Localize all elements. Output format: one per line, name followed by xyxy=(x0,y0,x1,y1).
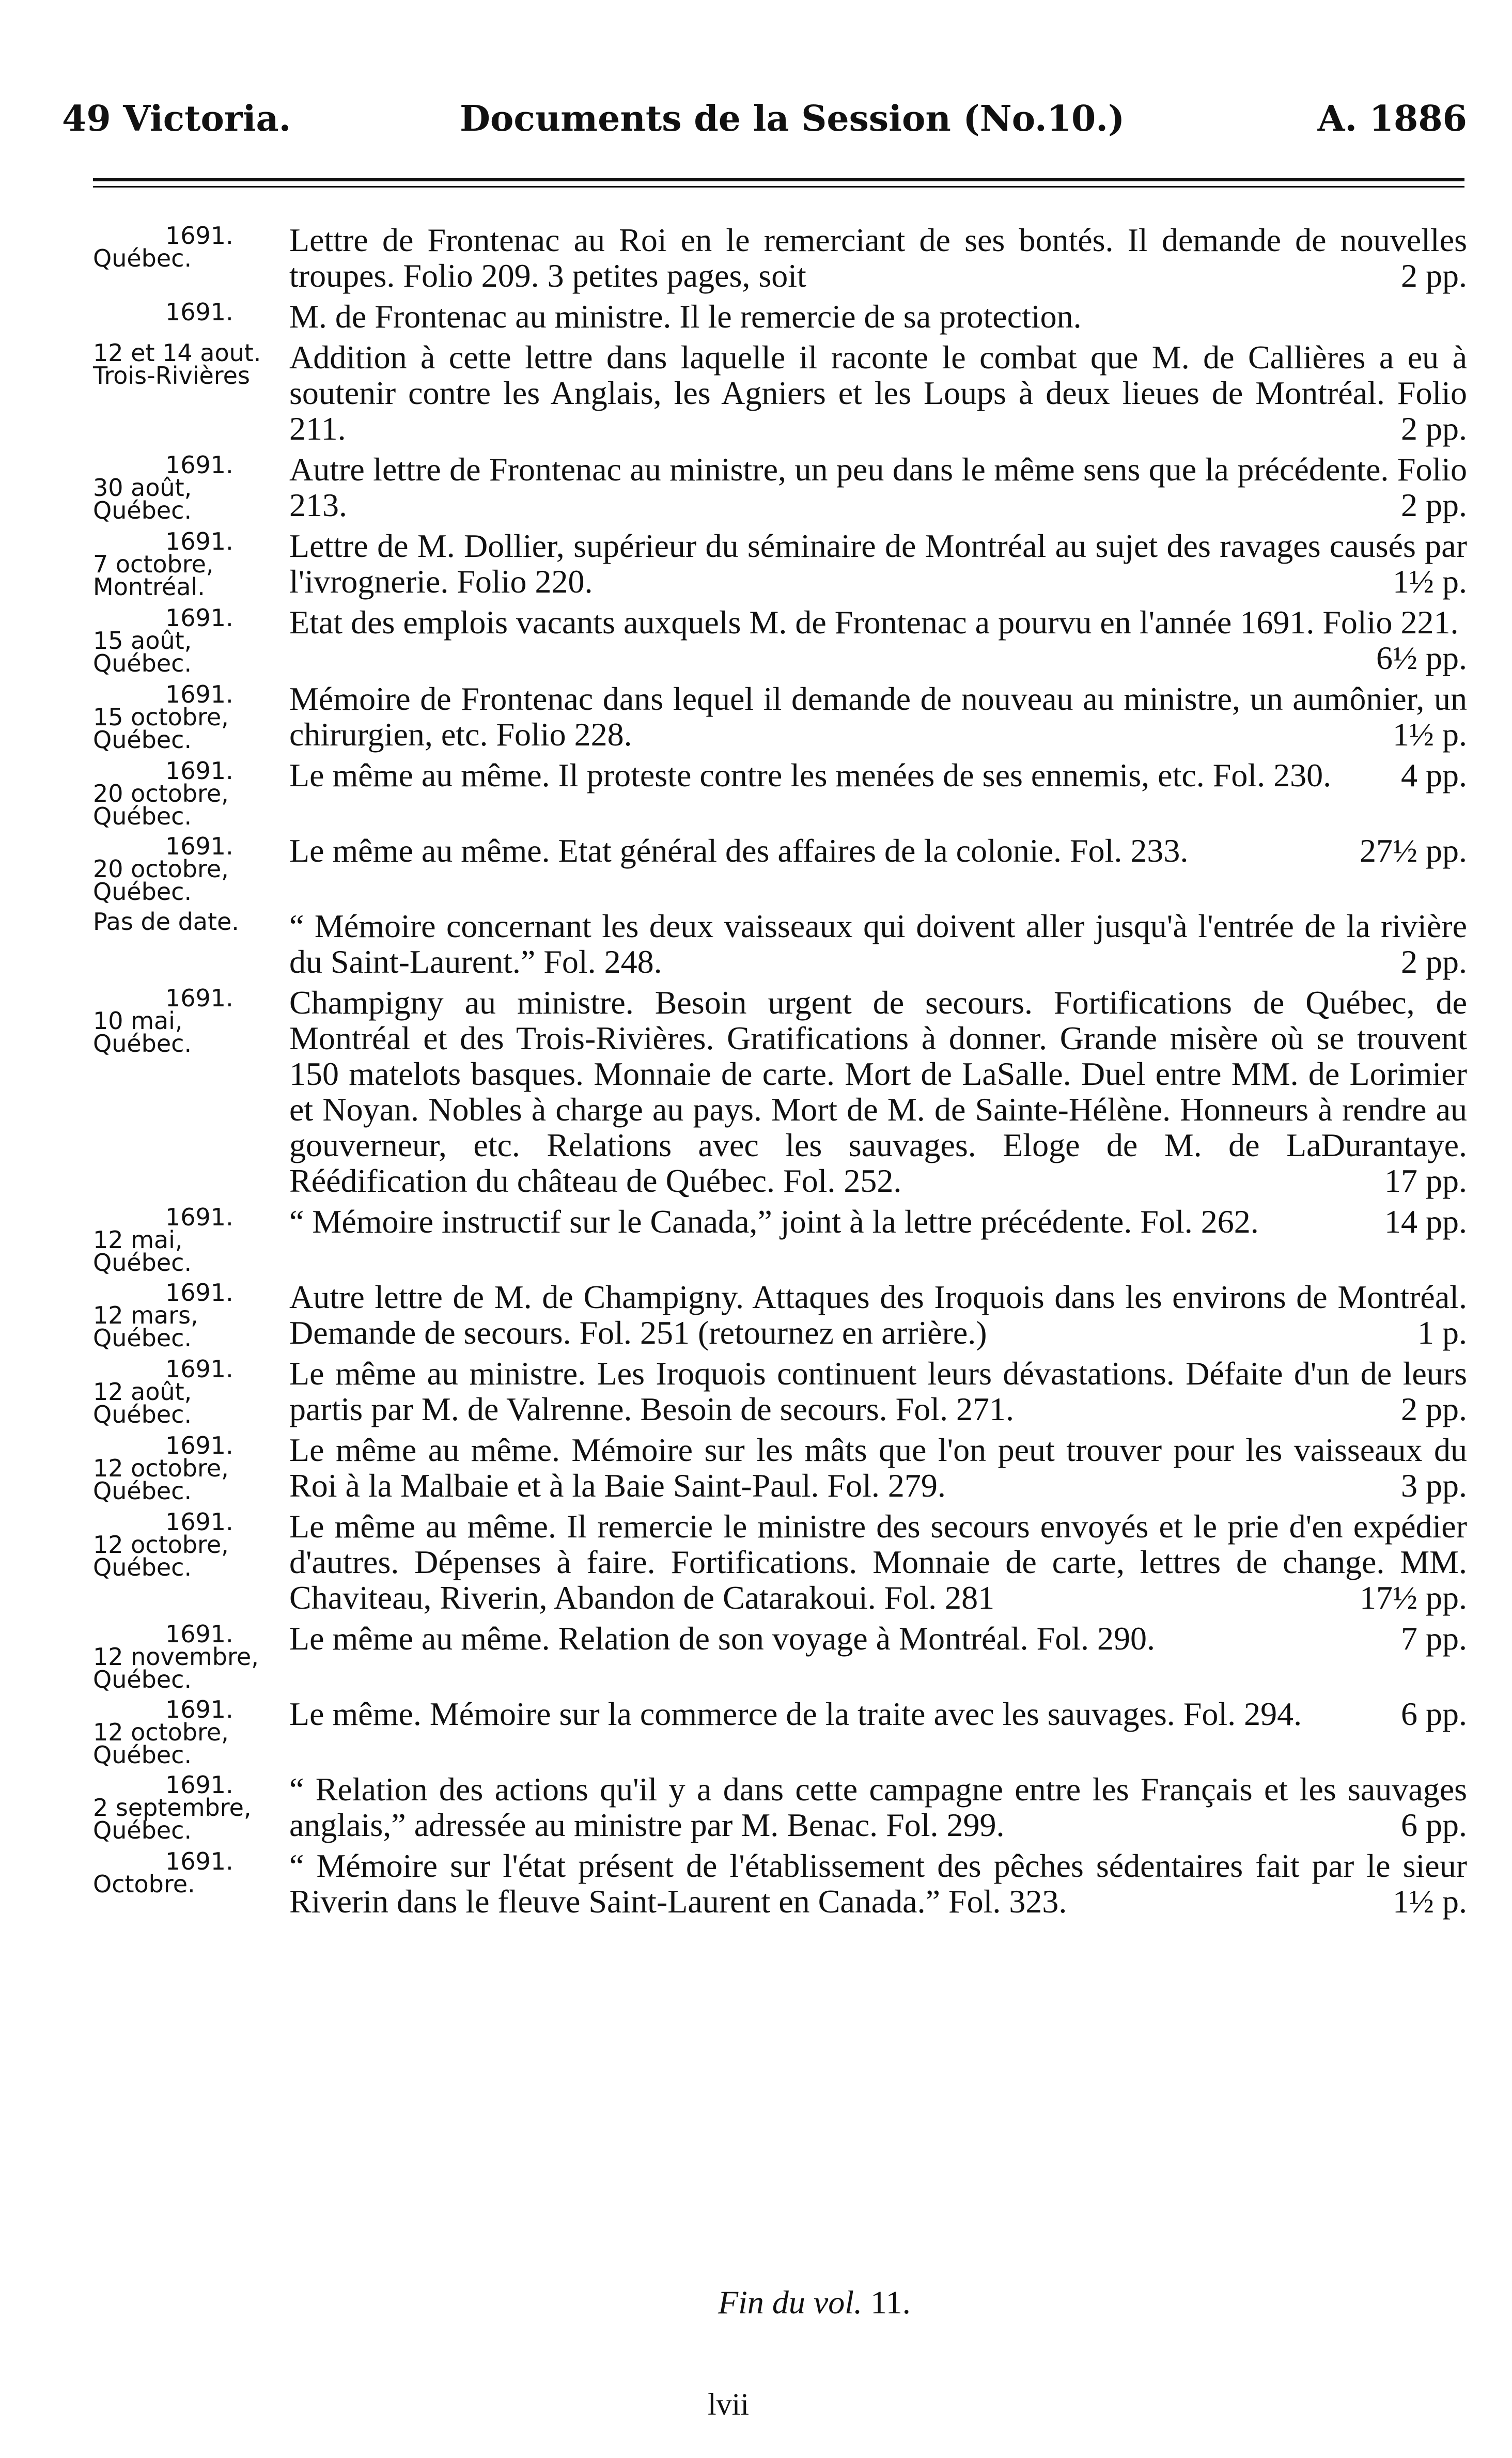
entry-date-line: 1691. xyxy=(165,298,233,326)
entry-date-line: 12 octobre, xyxy=(93,1454,229,1482)
entry-text xyxy=(289,908,1467,979)
header-left: 49 Victoria. xyxy=(62,98,291,139)
entry-description: Etat des emplois vacants auxquels M. de Frontenac a pourvu en l'année 1691. Folio 221. xyxy=(289,604,1459,641)
entry-pages: 2 pp. xyxy=(1401,410,1467,447)
entry-date-line: 1691. xyxy=(165,1355,233,1383)
entry-date-line: Québec. xyxy=(93,1030,192,1057)
entry-pages: 6½ pp. xyxy=(1376,640,1467,676)
entry-pages: 17½ pp. xyxy=(1360,1579,1467,1616)
entry xyxy=(93,1508,1467,1615)
entry-date-line: 30 août, xyxy=(93,474,192,502)
entry-text xyxy=(289,1204,1467,1239)
calendar-entries xyxy=(93,222,1467,1924)
entry-pages: 1½ p. xyxy=(1393,716,1467,753)
entry-date-line: Trois-Rivières xyxy=(93,362,250,390)
entry-date-line: Québec. xyxy=(93,878,192,906)
entry xyxy=(93,222,1467,293)
entry-pages: 2 pp. xyxy=(1401,943,1467,980)
entry-pages: 6 pp. xyxy=(1401,1807,1467,1843)
entry-date-line: Montréal. xyxy=(93,573,205,601)
entry-date xyxy=(93,604,289,675)
entry-date-line: Octobre. xyxy=(93,1870,195,1898)
entry-date xyxy=(93,527,289,601)
entry-text xyxy=(289,299,1467,334)
entry xyxy=(93,1771,1467,1843)
entry-date xyxy=(93,1203,289,1277)
entry-date-line: Québec. xyxy=(93,1816,192,1844)
entry xyxy=(93,528,1467,599)
entry-date-line: 20 octobre, xyxy=(93,780,229,807)
entry-pages: 4 pp. xyxy=(1401,757,1467,794)
entry-date xyxy=(93,452,289,522)
entry-date-line: 1691. xyxy=(165,680,233,708)
entry xyxy=(93,681,1467,752)
entry-pages: 1½ p. xyxy=(1393,1883,1467,1920)
entry-description: Addition à cette lettre dans laquelle il raconte le combat que M. de Callières a eu à soutenir contre les Anglais, les Agniers et les Loups à deux lieues de Montréal. Folio 211. xyxy=(289,339,1467,447)
entry-date-line: 12 novembre, xyxy=(93,1643,259,1671)
entry-date-line: 2 septembre, xyxy=(93,1794,252,1822)
entry xyxy=(93,1203,1467,1277)
entry-date-line: Québec. xyxy=(93,1666,192,1693)
entry-text xyxy=(289,339,1467,446)
page-number: lvii xyxy=(708,2387,750,2421)
entry-date-line: Québec. xyxy=(93,1741,192,1769)
entry-date-line: 12 et 14 aout. xyxy=(93,339,261,367)
entry-text xyxy=(289,1848,1467,1919)
entry-text xyxy=(289,757,1467,793)
entry-pages: 2 pp. xyxy=(1401,487,1467,523)
entry-date-line: Québec. xyxy=(93,1249,192,1277)
entry-date xyxy=(93,1771,289,1842)
entry-description: Le même au ministre. Les Iroquois continuent leurs dévastations. Défaite d'un de leurs partis par M. de Valrenne. Besoin de secours. Fol. 271. xyxy=(289,1355,1467,1427)
entry-date-line: 1691. xyxy=(165,757,233,785)
entry-date xyxy=(93,222,289,270)
entry-pages: 1½ p. xyxy=(1393,563,1467,600)
entry-date-line: 20 octobre, xyxy=(93,855,229,883)
entry-date-line: 1691. xyxy=(165,527,233,555)
entry-text xyxy=(289,528,1467,599)
entry-date-line: 1691. xyxy=(165,832,233,860)
entry-text xyxy=(289,833,1467,868)
entry-text xyxy=(289,1279,1467,1350)
entry-text xyxy=(289,1696,1467,1732)
entry xyxy=(93,1356,1467,1427)
entry-date-line: Pas de date. xyxy=(93,908,239,936)
entry-date-line: Québec. xyxy=(93,244,192,272)
volume-end-label: Fin du vol. xyxy=(718,2284,863,2321)
entry-date-line: Québec. xyxy=(93,496,192,524)
entry-date-line: 12 mars, xyxy=(93,1301,198,1329)
entry-date-line: Québec. xyxy=(93,1553,192,1581)
entry-text xyxy=(289,452,1467,523)
entry xyxy=(93,1432,1467,1503)
running-header xyxy=(62,98,1467,155)
entry-description: Champigny au ministre. Besoin urgent de secours. Fortifications de Québec, de Montréal et des Trois-Rivières. Gratifications à donner. Grande misère où se trouvent 150 matelots basques. Monnaie de carte. Mort de LaSalle. Duel entre MM. de Lorimier et Noyan. Nobles à charge au pays. Mort de M. de Sainte-Hélène. Honneurs à rendre au gouverneur, etc. Relations avec les sauvages. Eloge de M. de LaDurantaye. Réédification du château de Québec. Fol. 252. xyxy=(289,984,1467,1199)
entry-text xyxy=(289,604,1467,676)
entry-text xyxy=(289,1356,1467,1427)
entry-description: Le même au même. Il remercie le ministre des secours envoyés et le prie d'en expédier d'autres. Dépenses à faire. Fortifications. Monnaie de carte, lettres de change. MM. Chaviteau, Riverin, Abandon de Catarakoui. Fol. 281 xyxy=(289,1508,1467,1616)
entry-text xyxy=(289,1621,1467,1656)
entry xyxy=(93,452,1467,523)
header-right: A. 1886 xyxy=(1317,98,1467,139)
entry-date-line: 1691. xyxy=(165,451,233,479)
entry-text xyxy=(289,222,1467,293)
entry-description: Le même au même. Relation de son voyage à Montréal. Fol. 290. xyxy=(289,1620,1155,1657)
entry-description: M. de Frontenac au ministre. Il le remercie de sa protection. xyxy=(289,298,1082,335)
entry-date-line: Québec. xyxy=(93,649,192,677)
entry-date-line: Québec. xyxy=(93,1324,192,1352)
entry-description: “ Mémoire instructif sur le Canada,” joint à la lettre précédente. Fol. 262. xyxy=(289,1203,1259,1240)
entry-date-line: 1691. xyxy=(165,1279,233,1306)
entry-date-line: 1691. xyxy=(165,604,233,632)
entry-date-line: 1691. xyxy=(165,1620,233,1648)
entry-date-line: 12 mai, xyxy=(93,1226,183,1254)
entry-description: “ Mémoire sur l'état présent de l'établissement des pêches sédentaires fait par le sieur Riverin dans le fleuve Saint-Laurent en Canada.” Fol. 323. xyxy=(289,1847,1467,1920)
entry-text xyxy=(289,681,1467,752)
entry-date-line: 15 octobre, xyxy=(93,703,229,731)
entry-date-line: Québec. xyxy=(93,802,192,830)
entry-date xyxy=(93,1508,289,1579)
entry xyxy=(93,832,1467,906)
entry-pages: 27½ pp. xyxy=(1360,832,1467,869)
entry-date-line: Québec. xyxy=(93,726,192,754)
volume-end-number: 11. xyxy=(870,2284,911,2321)
entry xyxy=(93,757,1467,828)
entry xyxy=(93,908,1467,979)
entry-description: Mémoire de Frontenac dans lequel il demande de nouveau au ministre, un aumônier, un chirurgien, etc. Folio 228. xyxy=(289,680,1467,753)
entry-pages: 2 pp. xyxy=(1401,1391,1467,1427)
entry-date-line: 1691. xyxy=(165,1432,233,1459)
entry-date-line: 1691. xyxy=(165,222,233,250)
entry-pages: 7 pp. xyxy=(1401,1620,1467,1657)
entry-date xyxy=(93,832,289,906)
entry-date xyxy=(93,908,289,936)
entry-date xyxy=(93,680,289,754)
entry-description: Le même. Mémoire sur la commerce de la traite avec les sauvages. Fol. 294. xyxy=(289,1695,1302,1732)
entry-date xyxy=(93,985,289,1055)
entry-date-line: 1691. xyxy=(165,984,233,1012)
entry xyxy=(93,299,1467,334)
entry-date xyxy=(93,1621,289,1691)
entry-date-line: 10 mai, xyxy=(93,1007,183,1035)
entry xyxy=(93,339,1467,446)
entry-date-line: 1691. xyxy=(165,1771,233,1799)
entry-pages: 14 pp. xyxy=(1384,1203,1467,1240)
entry-date-line: 15 août, xyxy=(93,627,192,655)
entry-date xyxy=(93,1847,289,1898)
entry-date-line: Québec. xyxy=(93,1477,192,1505)
entry-pages: 17 pp. xyxy=(1384,1162,1467,1199)
entry-text xyxy=(289,1432,1467,1503)
entry-date-line: 1691. xyxy=(165,1695,233,1723)
entry-description: Le même au même. Etat général des affaires de la colonie. Fol. 233. xyxy=(289,832,1189,869)
entry-description: Lettre de Frontenac au Roi en le remerciant de ses bontés. Il demande de nouvelles troupes. Folio 209. 3 petites pages, soit xyxy=(289,222,1467,294)
entry-pages: 1 p. xyxy=(1417,1314,1467,1351)
entry-description: Autre lettre de Frontenac au ministre, un peu dans le même sens que la précédente. Folio 213. xyxy=(289,451,1467,523)
entry-date xyxy=(93,339,289,390)
entry-date xyxy=(93,1279,289,1352)
entry-pages: 3 pp. xyxy=(1401,1467,1467,1504)
entry-description: Le même au même. Il proteste contre les menées de ses ennemis, etc. Fol. 230. xyxy=(289,757,1332,794)
entry-date xyxy=(93,298,289,326)
volume-end xyxy=(718,2283,911,2322)
entry-text xyxy=(289,1508,1467,1615)
header-rule-thin xyxy=(93,186,1464,188)
entry xyxy=(93,604,1467,676)
entry-text xyxy=(289,985,1467,1199)
entry-description: “ Mémoire concernant les deux vaisseaux qui doivent aller jusqu'à l'entrée de la rivière du Saint-Laurent.” Fol. 248. xyxy=(289,908,1467,980)
entry xyxy=(93,985,1467,1199)
entry xyxy=(93,1279,1467,1350)
entry-date xyxy=(93,1356,289,1426)
entry-date-line: Québec. xyxy=(93,1401,192,1428)
entry-description: Lettre de M. Dollier, supérieur du séminaire de Montréal au sujet des ravages causés par l'ivrognerie. Folio 220. xyxy=(289,527,1467,600)
entry xyxy=(93,1848,1467,1919)
header-center: Documents de la Session (No.10.) xyxy=(460,98,1125,139)
entry-date-line: 1691. xyxy=(165,1203,233,1231)
entry-date xyxy=(93,1432,289,1505)
entry-text xyxy=(289,1771,1467,1843)
entry-description: “ Relation des actions qu'il y a dans cette campagne entre les Français et les sauvages anglais,” adressée au ministre par M. Benac. Fol. 299. xyxy=(289,1771,1467,1843)
header-rule-thick xyxy=(93,178,1464,181)
entry-date-line: 12 octobre, xyxy=(93,1531,229,1559)
entry-date-line: 1691. xyxy=(165,1847,233,1875)
entry-date xyxy=(93,757,289,828)
entry xyxy=(93,1621,1467,1691)
entry-description: Autre lettre de M. de Champigny. Attaques des Iroquois dans les environs de Montréal. Demande de secours. Fol. 251 (retournez en arrière.) xyxy=(289,1279,1467,1351)
entry-date xyxy=(93,1695,289,1769)
entry-description: Le même au même. Mémoire sur les mâts que l'on peut trouver pour les vaisseaux du Roi à la Malbaie et à la Baie Saint-Paul. Fol. 279. xyxy=(289,1432,1467,1504)
entry-date-line: 12 octobre, xyxy=(93,1718,229,1746)
entry xyxy=(93,1695,1467,1769)
entry-pages: 2 pp. xyxy=(1401,257,1467,294)
entry-date-line: 7 octobre, xyxy=(93,550,214,578)
entry-date-line: 1691. xyxy=(165,1508,233,1536)
entry-date-line: 12 août, xyxy=(93,1378,192,1406)
entry-pages: 6 pp. xyxy=(1401,1695,1467,1732)
